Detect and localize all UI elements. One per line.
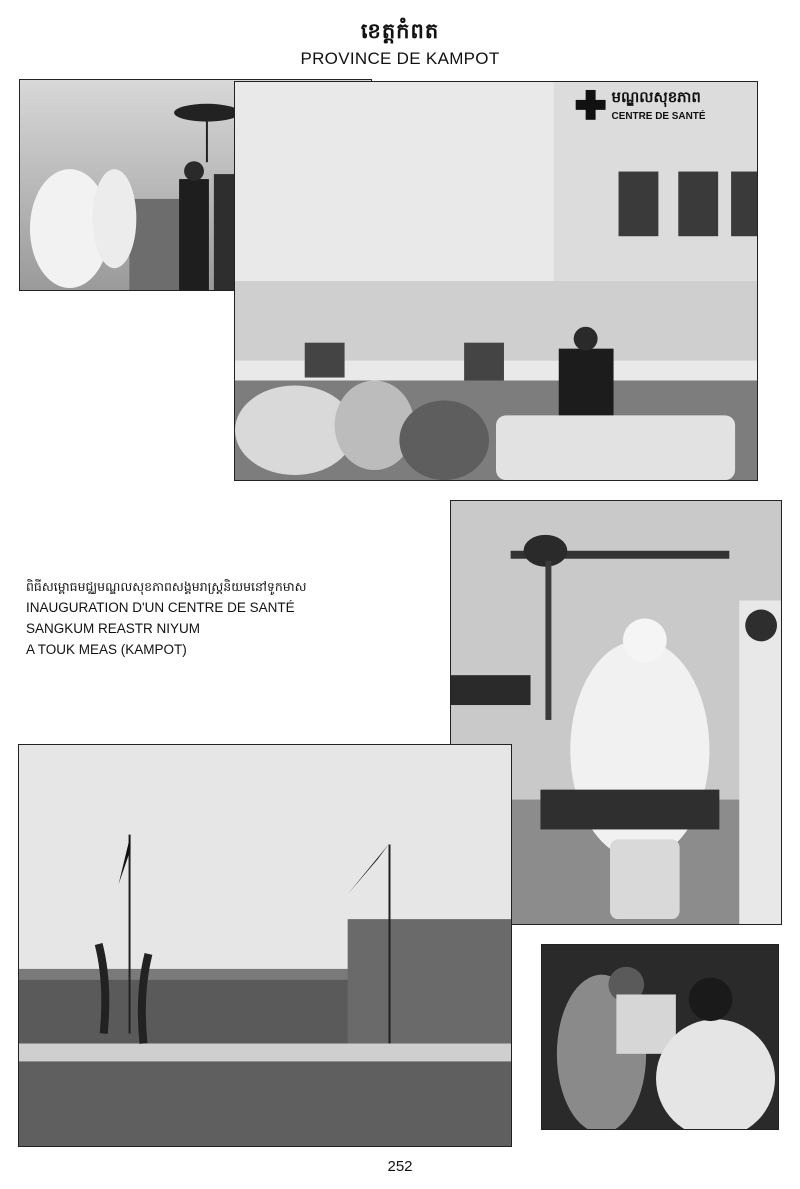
page-title-french: PROVINCE DE KAMPOT — [300, 49, 500, 68]
caption — [26, 576, 436, 660]
page-title-khmer: ខេត្តកំពត — [360, 19, 440, 43]
caption-line-2: SANGKUM REASTR NIYUM — [26, 621, 201, 636]
photo-medical-examination — [541, 944, 779, 1130]
caption-khmer: ពិធីសម្ពោធមជ្ឈមណ្ឌលសុខភាពសង្គមរាស្ត្រនិយមនៅទូកមាស — [26, 579, 307, 594]
caption-line-1: INAUGURATION D'UN CENTRE DE SANTÉ — [26, 600, 295, 615]
photo-building-exterior — [18, 744, 512, 1147]
health-centre-sign-french: CENTRE DE SANTÉ — [611, 110, 706, 122]
health-centre-sign-khmer: មណ្ឌលសុខភាព — [611, 87, 701, 106]
photo-health-centre-arrival — [234, 81, 758, 481]
caption-line-3: A TOUK MEAS (KAMPOT) — [26, 642, 187, 657]
page-number: 252 — [387, 1158, 413, 1175]
